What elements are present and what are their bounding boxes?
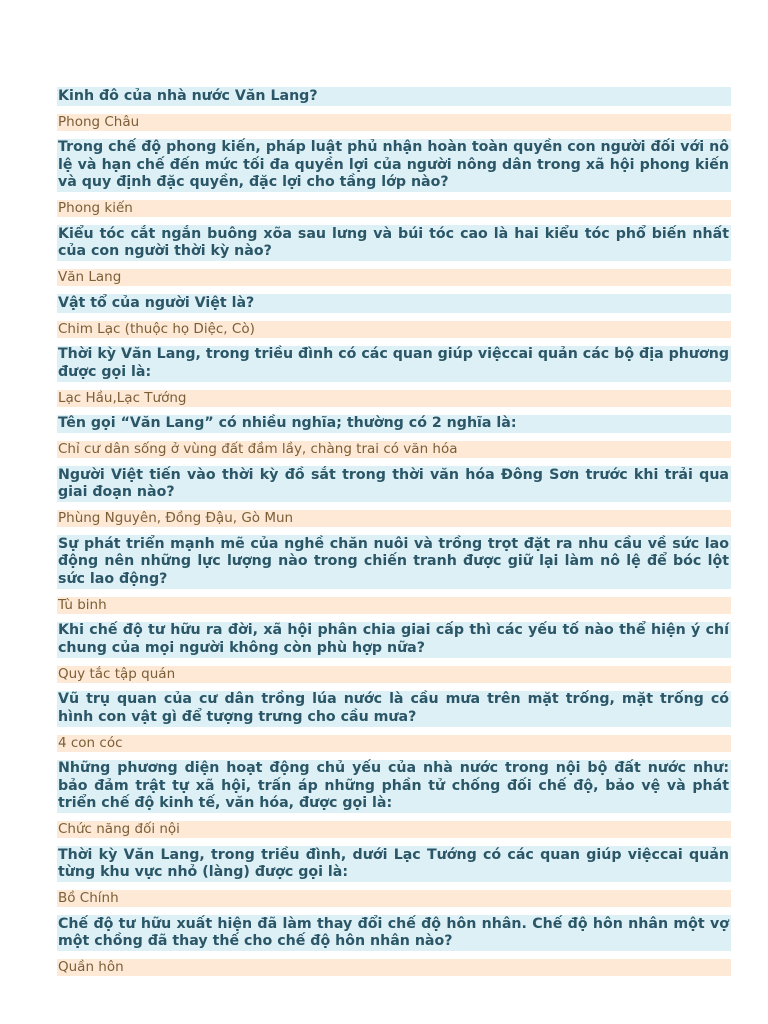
question-7: Người Việt tiến vào thời kỳ đồ sắt trong thời văn hóa Đông Sơn trước khi trải qua giai đoạn nào? <box>58 466 729 500</box>
answer-5: Lạc Hầu,Lạc Tướng <box>57 390 731 407</box>
question-5: Thời kỳ Văn Lang, trong triều đình có các quan giúp việccai quản các bộ địa phương được gọi là: <box>58 346 729 380</box>
answer-8: Tù binh <box>57 597 731 614</box>
question-2: Trong chế độ phong kiến, pháp luật phủ nhận hoàn toàn quyền con người đối với nô lệ và hạn chế đến mức tối đa quyền lợi của người nông dân trong xã hội phong kiến và quy định đặc quyền, đặc lợi cho tầng lớp nào? <box>58 139 729 190</box>
answer-4: Chim Lạc (thuộc họ Diệc, Cò) <box>57 321 731 338</box>
question-9: Khi chế độ tư hữu ra đời, xã hội phân chia giai cấp thì các yếu tố nào thể hiện ý chí chung của mọi người không còn phù hợp nữa? <box>58 622 729 656</box>
question-4: Vật tổ của người Việt là? <box>57 294 731 313</box>
answer-6: Chỉ cư dân sống ở vùng đất đầm lầy, chàng trai có văn hóa <box>57 441 731 458</box>
answer-10: 4 con cóc <box>57 735 731 752</box>
question-13: Chế độ tư hữu xuất hiện đã làm thay đổi chế độ hôn nhân. Chế độ hôn nhân một vợ một chồng đã thay thế cho chế độ hôn nhân nào? <box>58 915 729 949</box>
question-1: Kinh đô của nhà nước Văn Lang? <box>57 87 731 106</box>
question-6: Tên gọi “Văn Lang” có nhiều nghĩa; thường có 2 nghĩa là: <box>57 415 731 434</box>
answer-9: Quy tắc tập quán <box>57 666 731 683</box>
answer-3: Văn Lang <box>57 269 731 286</box>
question-12: Thời kỳ Văn Lang, trong triều đình, dưới Lạc Tướng có các quan giúp việccai quản từng khu vực nhỏ (làng) được gọi là: <box>58 846 729 880</box>
answer-11: Chức năng đối nội <box>57 821 731 838</box>
question-3: Kiểu tóc cắt ngắn buông xõa sau lưng và búi tóc cao là hai kiểu tóc phổ biến nhất của con người thời kỳ nào? <box>58 225 729 259</box>
answer-2: Phong kiến <box>57 200 731 217</box>
question-11: Những phương diện hoạt động chủ yếu của nhà nước trong nội bộ đất nước như: bảo đảm trật tự xã hội, trấn áp những phần tử chống đối chế độ, bảo vệ và phát triển chế độ kinh tế, văn hóa, được gọi là: <box>58 760 729 811</box>
answer-1: Phong Châu <box>57 114 731 131</box>
answer-13: Quần hôn <box>57 959 731 976</box>
answer-12: Bồ Chính <box>57 890 731 907</box>
answer-7: Phùng Nguyên, Đồng Đậu, Gò Mun <box>57 510 731 527</box>
question-8: Sự phát triển mạnh mẽ của nghề chăn nuôi và trồng trọt đặt ra nhu cầu về sức lao động nên những lực lượng nào trong chiến tranh được giữ lại làm nô lệ để bóc lột sức lao động? <box>58 535 729 587</box>
question-10: Vũ trụ quan của cư dân trồng lúa nước là cầu mưa trên mặt trống, mặt trống có hình con vật gì để tượng trưng cho cầu mưa? <box>58 691 729 725</box>
qa-list <box>57 87 731 984</box>
